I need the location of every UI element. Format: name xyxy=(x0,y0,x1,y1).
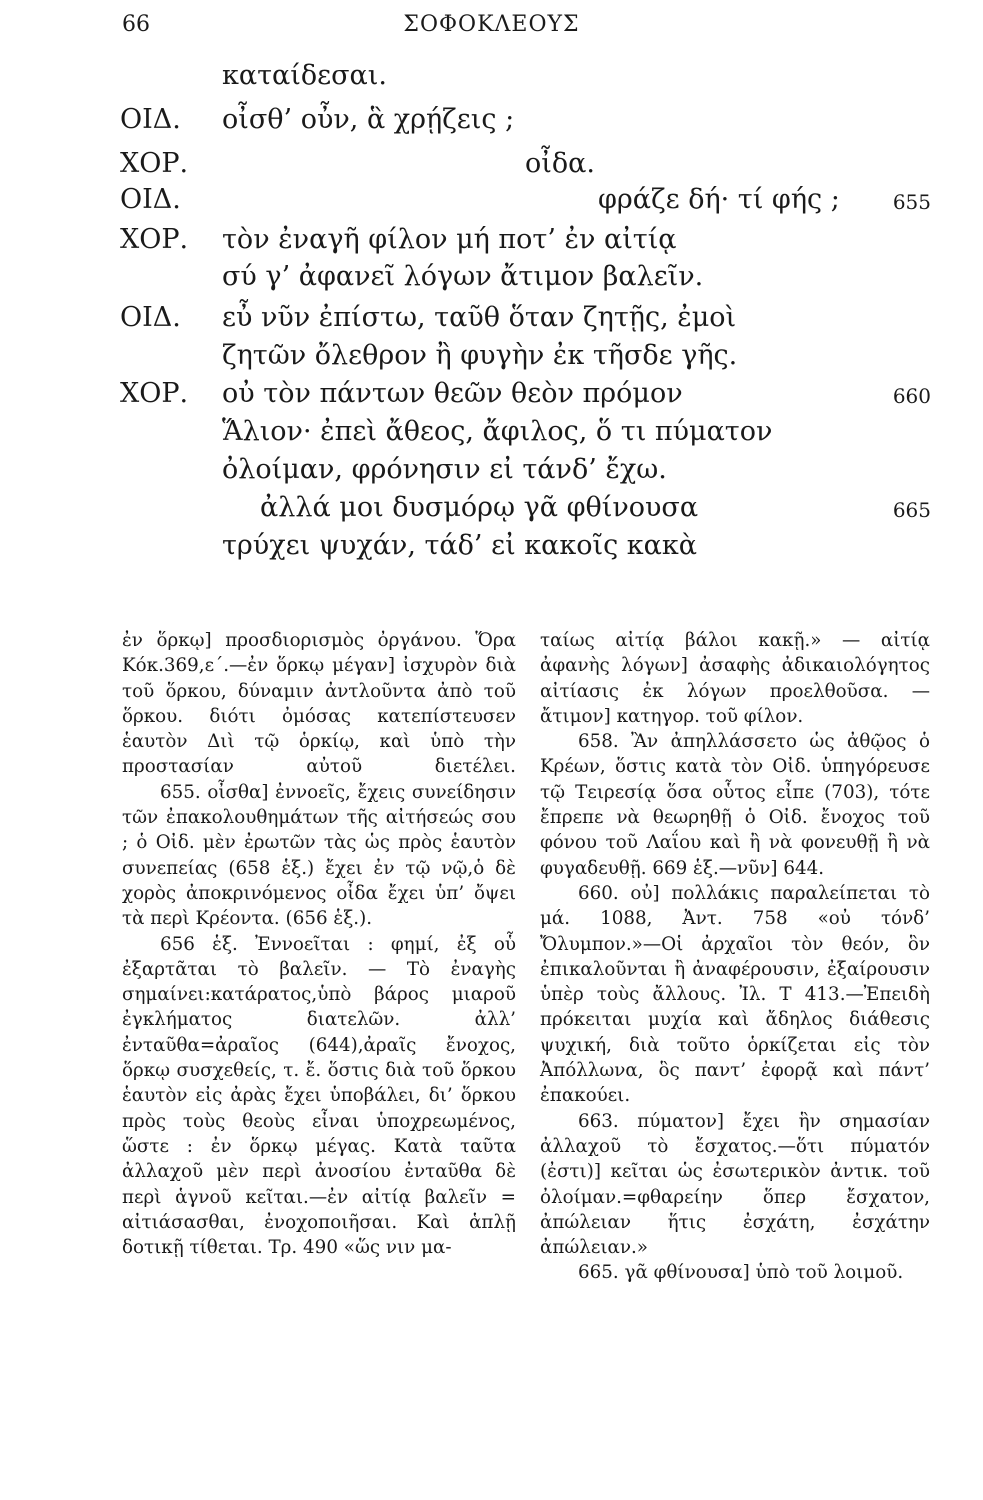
verse-line xyxy=(0,416,983,456)
verse-line xyxy=(0,340,983,380)
verse-line xyxy=(0,261,983,301)
commentary-left-column xyxy=(122,628,516,1260)
running-title: ΣΟΦΟΚΛΕΟΥΣ xyxy=(403,12,580,37)
verse-line xyxy=(0,184,983,224)
line-number: 660 xyxy=(892,384,931,408)
verse-text: οἶσθ’ οὖν, ἃ χρῄζεις ; xyxy=(222,104,515,135)
verse-text: οἶδα. xyxy=(525,148,595,179)
note-paragraph: 656 ἑξ. Ἐννοεῖται : φημί, ἐξ οὗ ἐξαρτᾶται τὸ βαλεῖν. — Τὸ ἐναγὴς σημαίνει:κατάρατος,ὑπὸ βάρος μιαροῦ ἐγκλήματος διατελῶν. ἀλλ’ ἐνταῦθα=ἀραῖος (644),ἀραῖς ἔνοχος, ὅρκῳ συσχεθείς, τ. ἔ. ὅστις διὰ τοῦ ὅρκου ἑαυτὸν εἰς ἀρὰς ἔχει ὑποβάλει, δι’ ὅρκου πρὸς τοὺς θεοὺς εἶναι ὑποχρεωμένος, ὥστε : ἐν ὅρκῳ μέγας. Κατὰ ταῦτα ἀλλαχοῦ μὲν περὶ ἀνοσίου ἐνταῦθα δὲ περὶ ἁγνοῦ κεῖται.—ἐν αἰτίᾳ βαλεῖν = αἰτιάσασθαι, ἐνοχοποιῆσαι. Καὶ ἁπλῇ δοτικῇ τίθεται. Τρ. 490 «ὥς νιν μα- xyxy=(122,933,516,1259)
line-number: 655 xyxy=(892,190,931,214)
note-paragraph: 655. οἶσθα] ἐννοεῖς, ἔχεις συνείδησιν τῶν ἐπακολουθημάτων τῆς αἰτήσεώς σου ; ὁ Οἰδ. μὲν ἐρωτῶν τὰς ὡς πρὸς ἑαυτὸν συνεπείας (658 ἑξ.) ἔχει ἐν τῷ νῷ,ὁ δὲ χορὸς ἀποκρινόμενος οἶδα ἔχει ὑπ’ ὄψει τὰ περὶ Κρέοντα. (656 ἑξ.). xyxy=(122,781,516,930)
speaker: ΧΟΡ. xyxy=(120,148,189,179)
verse-text: εὖ νῦν ἐπίστω, ταῦθ ὅταν ζητῇς, ἐμοὶ xyxy=(222,302,737,333)
speaker: ΧΟΡ. xyxy=(120,378,189,409)
verse-line xyxy=(0,378,983,418)
verse-line xyxy=(0,224,983,264)
speaker: ΧΟΡ. xyxy=(120,224,189,255)
speaker: ΟΙΔ. xyxy=(120,302,181,333)
verse-text: οὐ τὸν πάντων θεῶν θεὸν πρόμον xyxy=(222,378,683,409)
verse-line xyxy=(0,530,983,570)
verse-line xyxy=(0,302,983,342)
speaker: ΟΙΔ. xyxy=(120,184,181,215)
verse-text: ὀλοίμαν, φρόνησιν εἰ τάνδ’ ἔχω. xyxy=(222,454,667,485)
commentary-right-column xyxy=(540,628,930,1286)
note-paragraph: 658. Ἂν ἀπηλλάσσετο ὡς ἀθῷος ὁ Κρέων, ὅστις κατὰ τὸν Οἰδ. ὑπηγόρευσε τῷ Τειρεσίᾳ ὅσα οὗτος εἶπε (703), τότε ἔπρεπε νὰ θεωρηθῇ ὁ Οἰδ. ἔνοχος τοῦ φόνου τοῦ Λαΐου καὶ ἢ νὰ φονευθῇ ἢ νὰ φυγαδευθῇ. 669 ἑξ.—νῦν] 644. xyxy=(540,731,930,879)
verse-line xyxy=(0,454,983,494)
verse-text: φράζε δή· τί φής ; xyxy=(598,184,840,215)
verse-text: ζητῶν ὄλεθρον ἢ φυγὴν ἐκ τῆσδε γῆς. xyxy=(222,340,738,371)
verse-line xyxy=(0,148,983,188)
note-paragraph: 665. γᾶ φθίνουσα] ὑπὸ τοῦ λοιμοῦ. xyxy=(578,1262,904,1284)
verse-line xyxy=(0,492,983,532)
note-paragraph: ἐν ὅρκῳ] προσδιορισμὸς ὀργάνου. Ὅρα Κόκ.369,ε΄.—ἐν ὅρκῳ μέγαν] ἰσχυρὸν διὰ τοῦ ὅρκου, δύναμιν ἀντλοῦντα ἀπὸ τοῦ ὅρκου. διότι ὀμόσας κατεπίστευσεν ἑαυτὸν Διὶ τῷ ὁρκίῳ, καὶ ὑπὸ τὴν προστασίαν αὐτοῦ διετέλει. xyxy=(122,630,516,778)
speaker: ΟΙΔ. xyxy=(120,104,181,135)
page-number: 66 xyxy=(122,12,150,37)
line-number: 665 xyxy=(892,498,931,522)
note-paragraph: 660. οὐ] πολλάκις παραλείπεται τὸ μά. 1088, Ἀντ. 758 «οὐ τόνδ’ Ὄλυμπον.»—Οἱ ἀρχαῖοι τὸν θεόν, ὃν ἐπικαλοῦνται ἢ ἀναφέρουσιν, ἐξαίρουσιν ὑπὲρ τοὺς ἄλλους. Ἰλ. Τ 413.—Ἐπειδὴ πρόκειται μυχία καὶ ἄδηλος διάθεσις ψυχική, διὰ τοῦτο ὁρκίζεται εἰς τὸν Ἀπόλλωνα, ὃς παντ’ ἐφορᾷ καὶ πάντ’ ἐπακούει. xyxy=(540,882,930,1107)
verse-text: Ἅλιον· ἐπεὶ ἄθεος, ἄφιλος, ὅ τι πύματον xyxy=(222,416,773,447)
verse-text: σύ γ’ ἀφανεῖ λόγων ἄτιμον βαλεῖν. xyxy=(222,261,704,292)
verse-text: ἀλλά μοι δυσμόρῳ γᾶ φθίνουσα xyxy=(260,492,699,523)
note-paragraph: ταίως αἰτίᾳ βάλοι κακῇ.» — αἰτίᾳ ἀφανὴς λόγων] ἀσαφὴς ἀδικαιολόγητος αἰτίασις ἐκ λόγων προελθοῦσα. —ἄτιμον] κατηγορ. τοῦ φίλον. xyxy=(540,630,930,727)
verse-text: τὸν ἐναγῆ φίλον μή ποτ’ ἐν αἰτίᾳ xyxy=(222,224,677,255)
verse-line xyxy=(0,104,983,144)
verse-text: τρύχει ψυχάν, τάδ’ εἰ κακοῖς κακὰ xyxy=(222,530,697,561)
verse-text: καταίδεσαι. xyxy=(222,60,387,91)
note-paragraph: 663. πύματον] ἔχει ἣν σημασίαν ἀλλαχοῦ τὸ ἔσχατος.—ὅτι πύματόν (ἐστι)] κεῖται ὡς ἐσωτερικὸν ἀντικ. τοῦ ὀλοίμαν.=φθαρείην ὅπερ ἔσχατον, ἀπώλειαν ἥτις ἐσχάτη, ἐσχάτην ἀπώλειαν.» xyxy=(540,1110,930,1259)
verse-line xyxy=(0,60,983,100)
